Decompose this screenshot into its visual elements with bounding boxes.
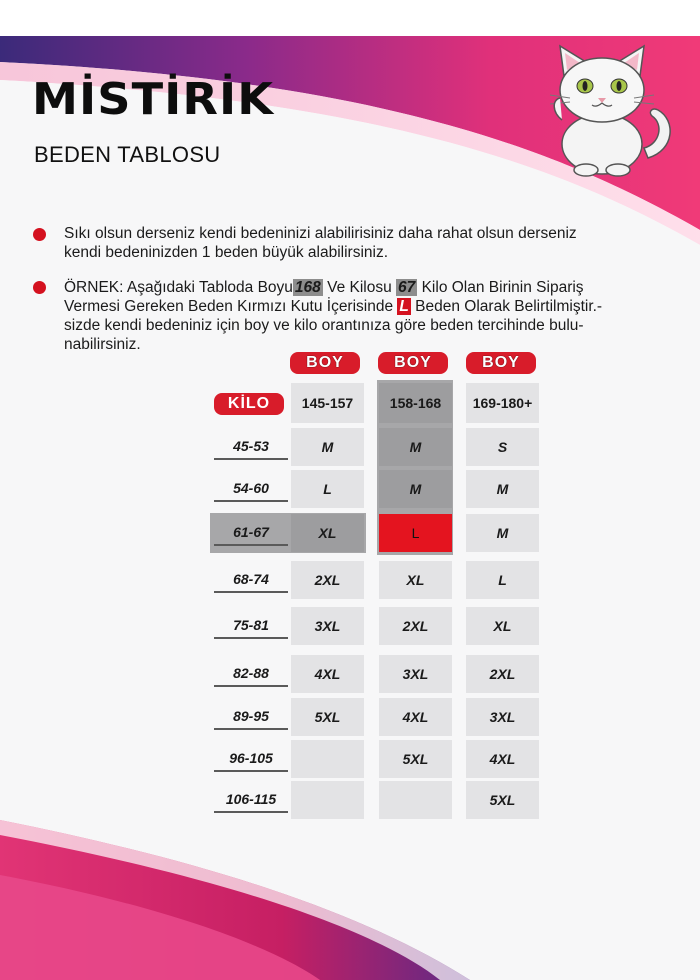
size-cell: 5XL bbox=[291, 698, 364, 736]
size-cell bbox=[379, 781, 452, 819]
size-cell: 2XL bbox=[379, 607, 452, 645]
info-line: kendi bedeninizden 1 beden büyük alabilirsiniz. bbox=[64, 244, 389, 261]
info-line: Sıkı olsun derseniz kendi bedeninizi alabilirisiniz daha rahat olsun derseniz bbox=[64, 225, 577, 242]
example-text: Kilo Olan Birinin Sipariş bbox=[417, 279, 584, 296]
kilo-range-label: 89-95 bbox=[233, 708, 269, 724]
size-cell: M bbox=[466, 514, 539, 552]
brand-logo: MİSTİRİK bbox=[32, 74, 275, 125]
kilo-range-label: 106-115 bbox=[225, 791, 277, 807]
bullet-dot-icon bbox=[33, 228, 46, 241]
info-paragraph bbox=[64, 224, 674, 262]
kilo-underline bbox=[214, 811, 288, 813]
size-cell: M bbox=[379, 470, 452, 508]
kilo-underline bbox=[214, 770, 288, 772]
example-line bbox=[64, 278, 674, 297]
kilo-underline bbox=[214, 728, 288, 730]
kilo-badge: KİLO bbox=[214, 393, 284, 415]
example-weight-highlight: 67 bbox=[398, 279, 416, 296]
example-text: Ve Kilosu bbox=[322, 279, 397, 296]
kilo-range-label: 96-105 bbox=[229, 750, 273, 766]
height-header: 158-168 bbox=[379, 383, 452, 423]
size-cell: 3XL bbox=[466, 698, 539, 736]
kilo-range-label: 75-81 bbox=[233, 617, 269, 633]
kilo-range-label: 54-60 bbox=[233, 480, 269, 496]
bullet-dot-icon bbox=[33, 281, 46, 294]
size-cell: M bbox=[291, 428, 364, 466]
kilo-underline bbox=[214, 458, 288, 460]
size-cell: 3XL bbox=[379, 655, 452, 693]
example-paragraph bbox=[64, 278, 674, 354]
example-line bbox=[64, 297, 674, 316]
kilo-underline bbox=[214, 637, 288, 639]
kilo-range-label: 61-67 bbox=[233, 524, 269, 540]
kilo-underline bbox=[214, 500, 288, 502]
page-title: BEDEN TABLOSU bbox=[34, 142, 221, 167]
size-cell: L bbox=[291, 470, 364, 508]
kilo-range-label: 45-53 bbox=[233, 438, 269, 454]
size-cell: 5XL bbox=[379, 740, 452, 778]
boy-badge: BOY bbox=[378, 352, 448, 374]
example-text: Beden Olarak Belirtilmiştir.- bbox=[410, 298, 603, 315]
kilo-underline bbox=[214, 544, 288, 546]
size-cell: 2XL bbox=[291, 561, 364, 599]
size-cell: 4XL bbox=[291, 655, 364, 693]
size-cell: S bbox=[466, 428, 539, 466]
example-size-highlight: L bbox=[399, 298, 409, 315]
size-cell: 3XL bbox=[291, 607, 364, 645]
cat-mascot-icon bbox=[540, 40, 680, 180]
size-cell bbox=[291, 740, 364, 778]
size-cell: 4XL bbox=[379, 698, 452, 736]
height-header: 145-157 bbox=[291, 383, 364, 423]
kilo-underline bbox=[214, 685, 288, 687]
boy-badge: BOY bbox=[290, 352, 360, 374]
size-cell: XL bbox=[466, 607, 539, 645]
size-cell: M bbox=[379, 428, 452, 466]
height-header: 169-180+ bbox=[466, 383, 539, 423]
kilo-underline bbox=[214, 591, 288, 593]
size-cell: XL bbox=[379, 561, 452, 599]
size-cell: 4XL bbox=[466, 740, 539, 778]
example-line: sizde kendi bedeniniz için boy ve kilo orantınıza göre beden tercihinde bulu- bbox=[64, 317, 584, 334]
example-height-highlight: 168 bbox=[294, 279, 321, 296]
size-cell: L bbox=[379, 514, 452, 552]
size-cell: XL bbox=[291, 514, 364, 552]
size-cell bbox=[291, 781, 364, 819]
size-cell: 5XL bbox=[466, 781, 539, 819]
boy-badge: BOY bbox=[466, 352, 536, 374]
size-cell: 2XL bbox=[466, 655, 539, 693]
size-cell: M bbox=[466, 470, 539, 508]
example-line: nabilirsiniz. bbox=[64, 336, 141, 353]
example-text: ÖRNEK: Aşağıdaki Tabloda Boyu bbox=[64, 279, 293, 296]
kilo-range-label: 68-74 bbox=[233, 571, 269, 587]
size-cell: L bbox=[466, 561, 539, 599]
kilo-range-label: 82-88 bbox=[233, 665, 269, 681]
example-text: Vermesi Gereken Beden Kırmızı Kutu İçerisinde bbox=[64, 298, 398, 315]
